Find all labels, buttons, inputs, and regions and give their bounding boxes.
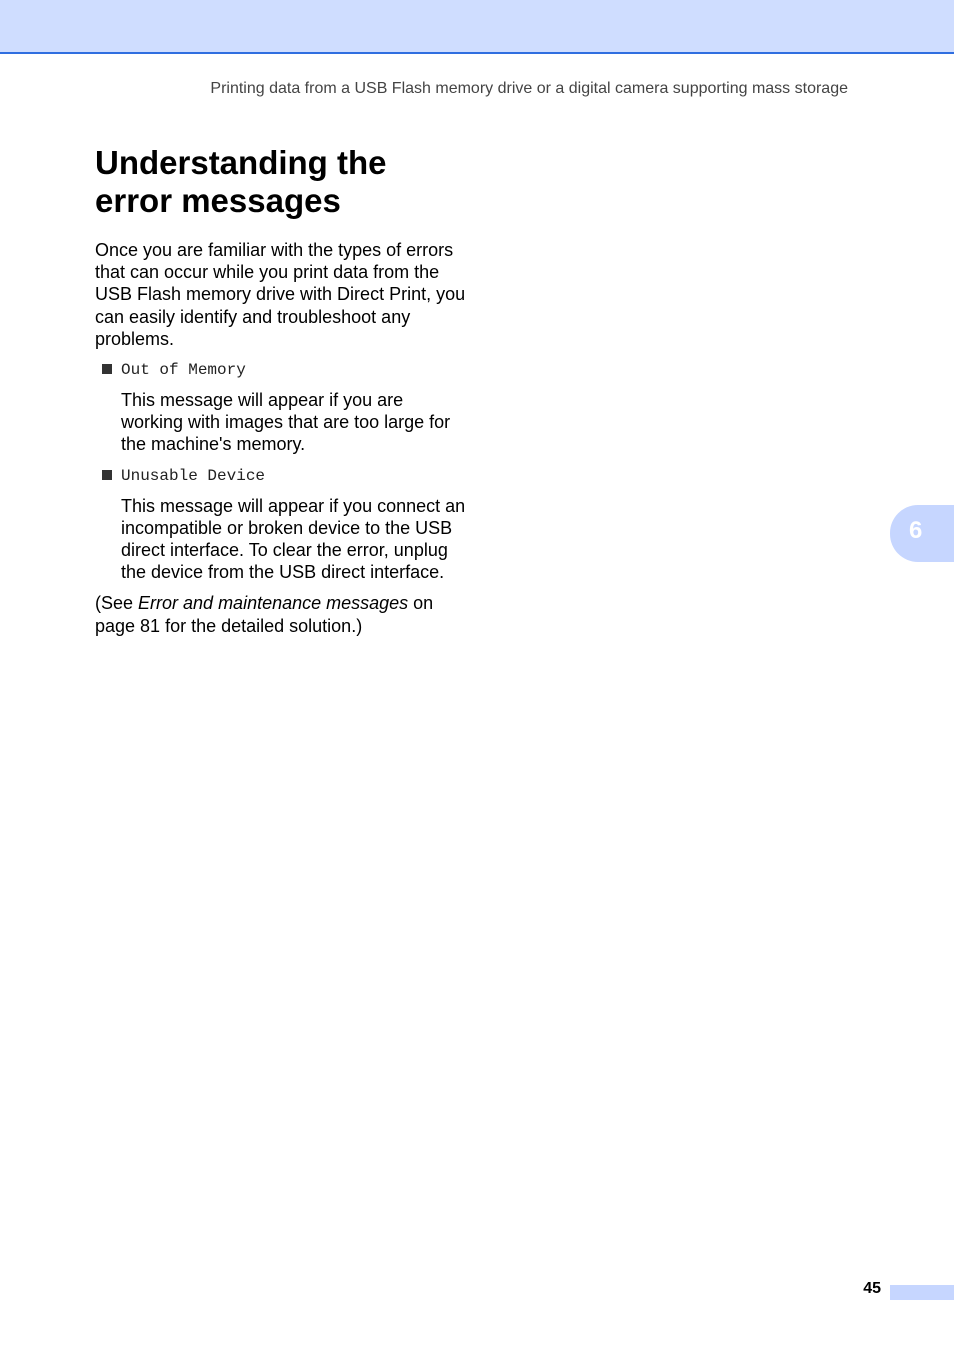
page-number-bar: [890, 1285, 954, 1300]
see-note-link[interactable]: Error and maintenance messages: [138, 593, 409, 614]
chapter-number: 6: [909, 517, 923, 544]
error-term-unusable-device: [95, 465, 467, 487]
running-header: Printing data from a USB Flash memory drive or a digital camera supporting mass storage: [210, 80, 848, 97]
main-content: [95, 239, 467, 637]
error-description: This message will appear if you are working with images that are too large for the machine's memory.: [121, 390, 451, 455]
section-title: [95, 144, 475, 220]
section-title-line1: Understanding the: [95, 144, 387, 181]
error-term-label: Unusable Device: [121, 466, 266, 485]
error-term-label: Out of Memory: [121, 361, 246, 380]
chapter-tab: [890, 505, 954, 562]
header-band: [0, 0, 954, 54]
section-title-line2: error messages: [95, 182, 341, 219]
intro-paragraph: Once you are familiar with the types of errors that can occur while you print data from the USB Flash memory drive with Direct Print, you can easily identify and troubleshoot any problems.: [95, 240, 466, 349]
see-note-prefix: (See: [95, 593, 139, 614]
see-note-suffix: on page 81 for the detailed solution.): [95, 593, 434, 636]
see-reference-note: [95, 592, 467, 636]
bullet-square-icon: [102, 470, 112, 480]
error-term-out-of-memory: [95, 359, 467, 381]
bullet-square-icon: [102, 364, 112, 374]
error-description: This message will appear if you connect an incompatible or broken device to the USB direct interface. To clear the error, unplug the device from the USB direct interface.: [121, 495, 466, 583]
page-number: 45: [863, 1280, 881, 1297]
